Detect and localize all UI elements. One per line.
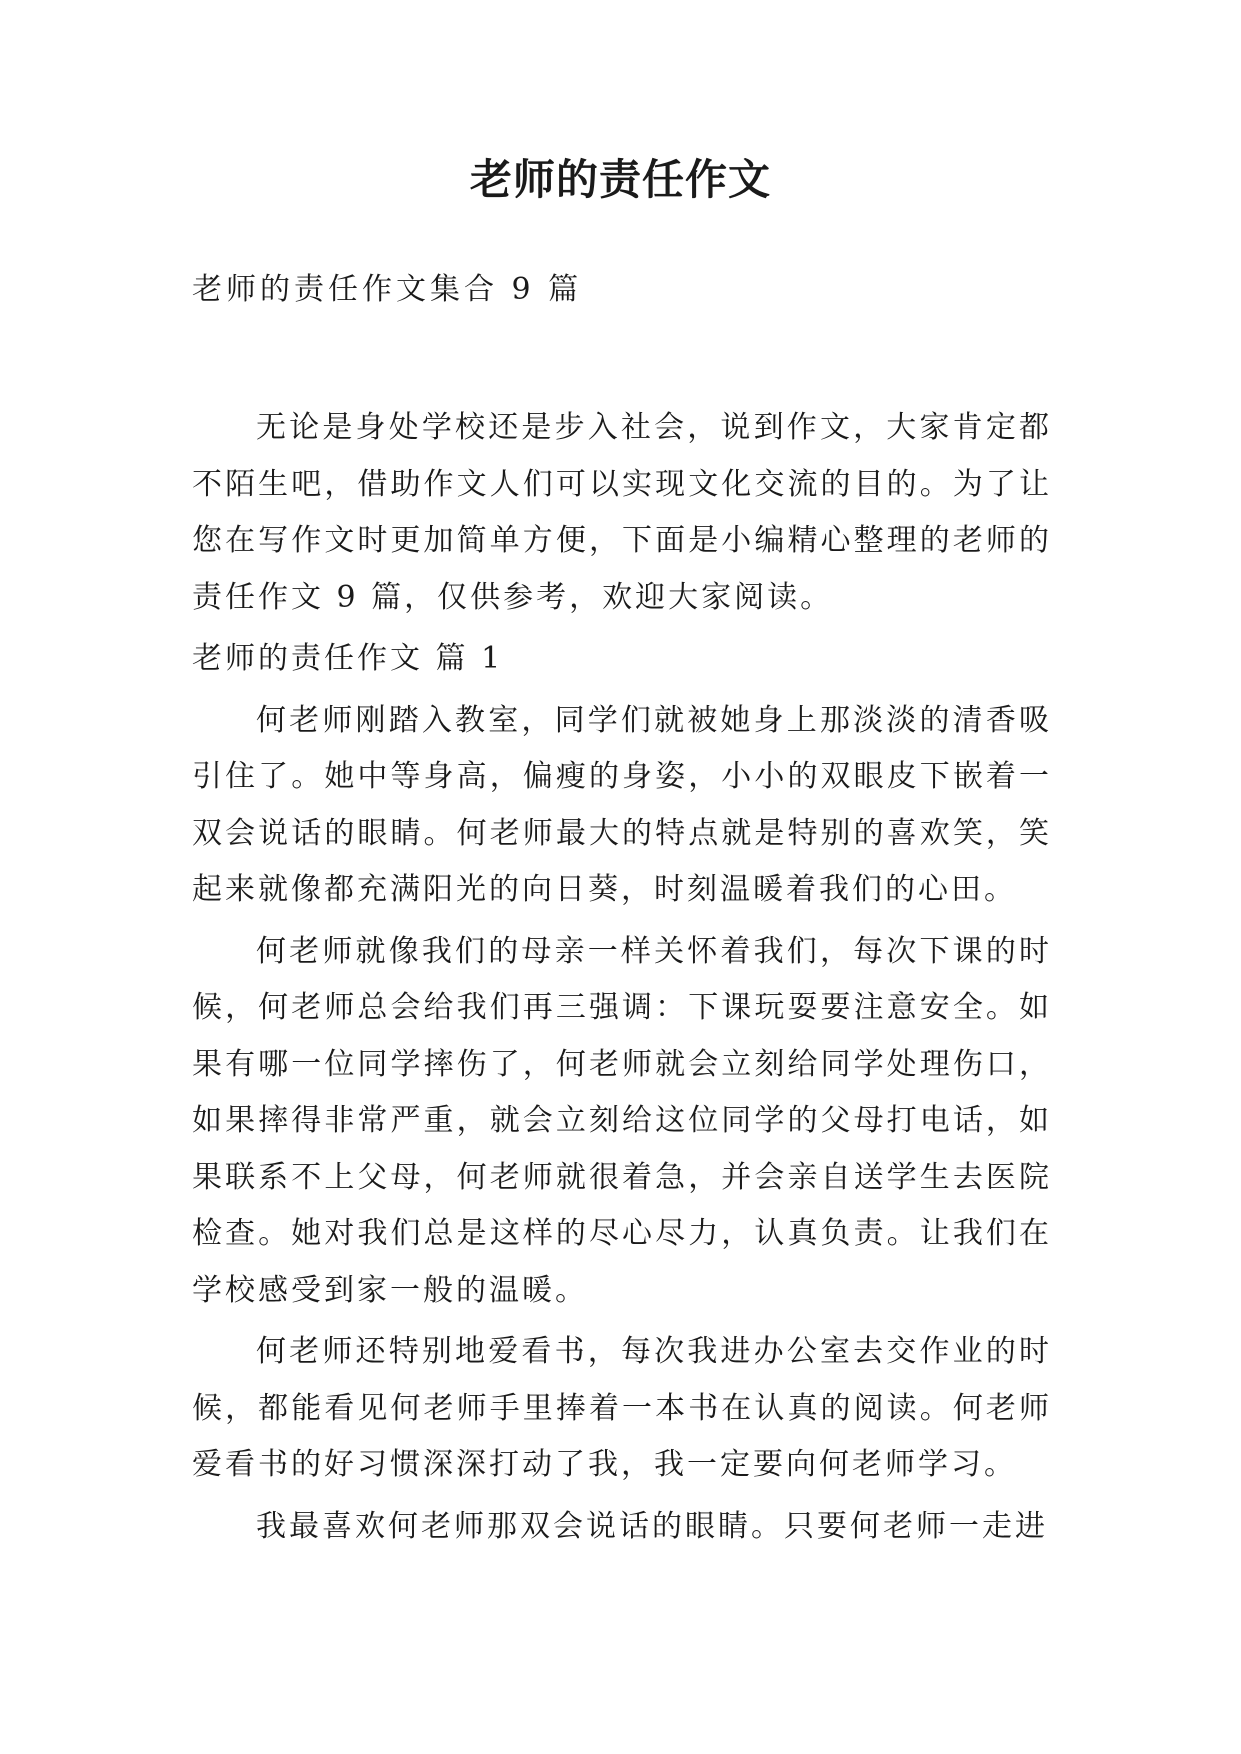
body-paragraph: 何老师就像我们的母亲一样关怀着我们，每次下课的时候，何老师总会给我们再三强调：下课玩耍要注意安全。如果有哪一位同学摔伤了，何老师就会立刻给同学处理伤口，如果摔得非常严重，就会立刻给这位同学的父母打电话，如果联系不上父母，何老师就很着急，并会亲自送学生去医院检查。她对我们总是这样的尽心尽力，认真负责。让我们在学校感受到家一般的温暖。 — [192, 933, 1052, 1308]
section-heading: 老师的责任作文 篇 1 — [192, 641, 504, 676]
body-paragraph: 何老师刚踏入教室，同学们就被她身上那淡淡的清香吸引住了。她中等身高，偏瘦的身姿，小小的双眼皮下嵌着一双会说话的眼睛。何老师最大的特点就是特别的喜欢笑，笑起来就像都充满阳光的向日葵，时刻温暖着我们的心田。 — [192, 702, 1052, 907]
body-paragraph: 何老师还特别地爱看书，每次我进办公室去交作业的时候，都能看见何老师手里捧着一本书在认真的阅读。何老师爱看书的好习惯深深打动了我，我一定要向何老师学习。 — [192, 1334, 1052, 1482]
document-body — [192, 400, 1052, 1560]
body-paragraph: 我最喜欢何老师那双会说话的眼睛。只要何老师一走进 — [256, 1508, 1048, 1544]
intro-paragraph: 无论是身处学校还是步入社会，说到作文，大家肯定都不陌生吧，借助作文人们可以实现文化交流的目的。为了让您在写作文时更加简单方便，下面是小编精心整理的老师的责任作文 9 篇，仅供参考，欢迎大家阅读。 — [192, 410, 1052, 615]
document-title: 老师的责任作文 — [469, 155, 771, 204]
document-subtitle: 老师的责任作文集合 9 篇 — [192, 272, 583, 307]
